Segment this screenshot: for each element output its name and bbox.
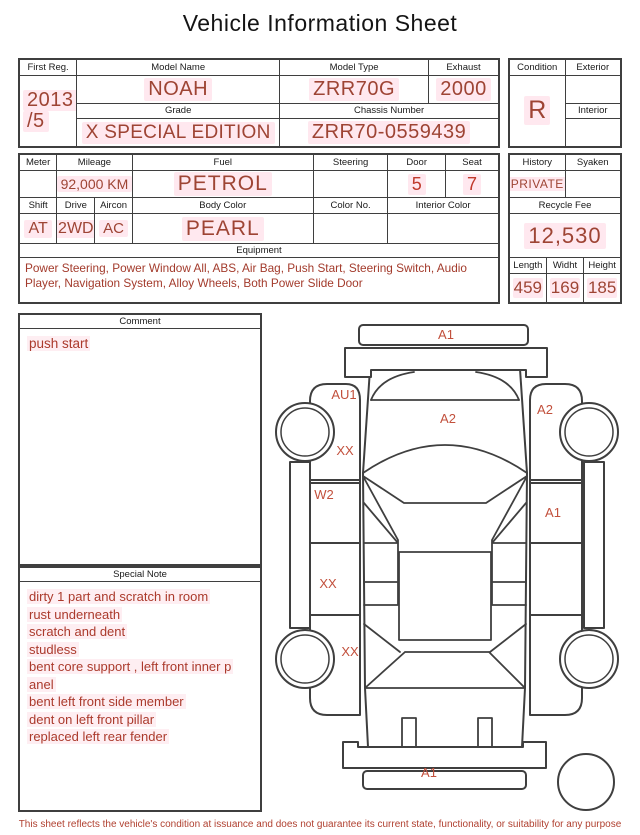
special-note-line — [27, 641, 253, 659]
shift-label: Shift — [20, 198, 56, 213]
history-label: History — [510, 155, 565, 170]
door-label: Door — [388, 155, 445, 170]
table-spec — [18, 153, 500, 304]
right-slide-door-panel — [530, 543, 582, 615]
damage-label-right-fender: A2 — [537, 402, 553, 417]
first-reg-label: First Reg. — [20, 60, 76, 75]
syaken-label: Syaken — [566, 155, 621, 170]
special-note-content — [20, 582, 260, 752]
damage-label-left-rear-fender: XX — [341, 644, 359, 659]
length-value — [510, 274, 546, 302]
aircon-text: AC — [99, 220, 128, 237]
steering-label: Steering — [314, 155, 387, 170]
height-value — [584, 274, 620, 302]
model-type-label: Model Type — [280, 60, 428, 75]
exterior-label: Exterior — [566, 60, 621, 75]
left-rocker-strip — [290, 462, 310, 628]
drive-label: Drive — [57, 198, 94, 213]
damage-label-left-front-door: W2 — [314, 487, 334, 502]
special-note-line — [27, 693, 253, 711]
special-note-line — [27, 658, 253, 676]
special-note-line-text: scratch and dent — [29, 624, 126, 639]
interior-color-label: Interior Color — [388, 198, 498, 213]
special-note-line — [27, 606, 253, 624]
body-color-text: PEARL — [182, 217, 264, 241]
damage-label-front-top: A1 — [438, 327, 454, 342]
model-type-value — [280, 76, 428, 103]
mileage-label: Mileage — [57, 155, 131, 170]
damage-label-left-slide-door: XX — [319, 576, 337, 591]
recycle-fee-value — [510, 214, 620, 256]
seat-text: 7 — [463, 174, 481, 195]
disclaimer-text: This sheet reflects the vehicle's condition at issuance and does not guarantee its current state, functionality, or suitability for any purpose — [18, 819, 622, 830]
special-note-line-text: rust underneath — [29, 606, 121, 622]
color-no-label: Color No. — [314, 198, 387, 213]
grade-label: Grade — [77, 104, 279, 119]
special-note-line-text: bent left front side member — [29, 694, 184, 709]
fuel-text: PETROL — [174, 172, 272, 196]
condition-text: R — [524, 96, 550, 125]
special-note-line — [27, 623, 253, 641]
special-note-line — [27, 588, 253, 606]
width-text: 169 — [550, 277, 580, 297]
comment-content — [20, 329, 260, 359]
special-note-line — [27, 676, 253, 694]
interior-label: Interior — [566, 104, 621, 119]
interior-color-value — [388, 214, 498, 242]
aircon-value — [95, 214, 131, 242]
rear-left-wheel-icon — [276, 630, 334, 688]
chassis-number-text: ZRR70-0559439 — [308, 121, 470, 144]
comment-line-text: push start — [29, 336, 89, 351]
equipment-label: Equipment — [20, 244, 498, 257]
door-text: 5 — [408, 174, 426, 195]
table-history-fee — [508, 153, 622, 304]
model-type-text: ZRR70G — [309, 78, 399, 101]
first-reg-value — [20, 76, 76, 146]
history-text: PRIVATE — [510, 177, 565, 191]
comment-line — [27, 335, 253, 353]
spare-wheel-icon — [558, 754, 614, 810]
special-note-line-text: dirty 1 part and scratch in room — [29, 589, 209, 604]
front-right-wheel-icon — [560, 403, 618, 461]
special-note-line-text: studless — [29, 641, 77, 657]
front-left-wheel-icon — [276, 403, 334, 461]
first-reg-month: /5 — [23, 111, 49, 132]
special-note-line — [27, 728, 253, 746]
fuel-value — [133, 171, 313, 197]
mileage-value — [57, 171, 131, 197]
special-note-line-text: replaced left rear fender — [29, 729, 168, 744]
damage-label-hood: A2 — [440, 411, 456, 426]
body-color-value — [133, 214, 313, 242]
comment-header: Comment — [20, 315, 260, 329]
interior-value — [566, 119, 621, 146]
condition-value — [510, 76, 565, 146]
first-reg-year: 2013 — [23, 90, 76, 111]
drive-text: 2WD — [57, 220, 94, 238]
special-note-line-text: anel — [29, 676, 54, 692]
length-text: 459 — [513, 277, 543, 297]
special-note-box — [18, 566, 262, 812]
height-text: 185 — [587, 277, 617, 297]
damage-label-rear-bottom: A1 — [421, 765, 437, 780]
meter-value — [20, 171, 56, 197]
height-label: Height — [584, 258, 620, 273]
width-label: Widht — [547, 258, 584, 273]
special-note-header: Special Note — [20, 568, 260, 582]
color-no-value — [314, 214, 387, 242]
fuel-label: Fuel — [133, 155, 313, 170]
seat-value — [446, 171, 498, 197]
syaken-value — [566, 171, 621, 197]
model-name-value — [77, 76, 279, 103]
rear-bottom-bar — [363, 771, 526, 789]
rear-right-wheel-icon — [560, 630, 618, 688]
damage-label-left-fender-lower: XX — [336, 443, 354, 458]
recycle-fee-text: 12,530 — [524, 223, 605, 249]
recycle-fee-label: Recycle Fee — [510, 198, 620, 213]
equipment-line-2: Player, Navigation System, Alloy Wheels, Both Power Slide Door — [25, 275, 363, 290]
table-condition — [508, 58, 622, 148]
damage-label-left-fender: AU1 — [331, 387, 357, 402]
drive-value — [57, 214, 94, 242]
right-rocker-strip — [584, 462, 604, 628]
chassis-number-value — [280, 119, 498, 146]
exhaust-label: Exhaust — [429, 60, 498, 75]
equipment-value — [20, 258, 498, 302]
width-value — [547, 274, 584, 302]
page-title: Vehicle Information Sheet — [182, 10, 458, 36]
special-note-line-text: bent core support , left front inner p — [29, 659, 232, 674]
special-note-line — [27, 711, 253, 729]
equipment-line-1: Power Steering, Power Window All, ABS, Air Bag, Push Start, Steering Switch, Audio — [25, 260, 467, 275]
meter-label: Meter — [20, 155, 56, 170]
steering-value — [314, 171, 387, 197]
shift-value — [20, 214, 56, 242]
condition-label: Condition — [510, 60, 565, 75]
model-name-label: Model Name — [77, 60, 279, 75]
table-model-info — [18, 58, 500, 148]
grade-value — [77, 119, 279, 146]
shift-text: AT — [24, 220, 51, 238]
damage-label-right-front-door: A1 — [545, 505, 561, 520]
special-note-line-text: dent on left front pillar — [29, 711, 155, 727]
grade-text: X SPECIAL EDITION — [82, 122, 275, 144]
comment-box — [18, 313, 262, 566]
mileage-text: 92,000 KM — [57, 176, 131, 192]
seat-label: Seat — [446, 155, 498, 170]
exhaust-value — [429, 76, 498, 103]
body-color-label: Body Color — [133, 198, 313, 213]
aircon-label: Aircon — [95, 198, 131, 213]
car-damage-diagram — [268, 310, 636, 818]
model-name-text: NOAH — [144, 78, 212, 101]
exhaust-text: 2000 — [436, 78, 491, 101]
chassis-number-label: Chassis Number — [280, 104, 498, 119]
door-value — [388, 171, 445, 197]
exterior-value — [566, 76, 621, 103]
length-label: Length — [510, 258, 546, 273]
history-value — [510, 171, 565, 197]
